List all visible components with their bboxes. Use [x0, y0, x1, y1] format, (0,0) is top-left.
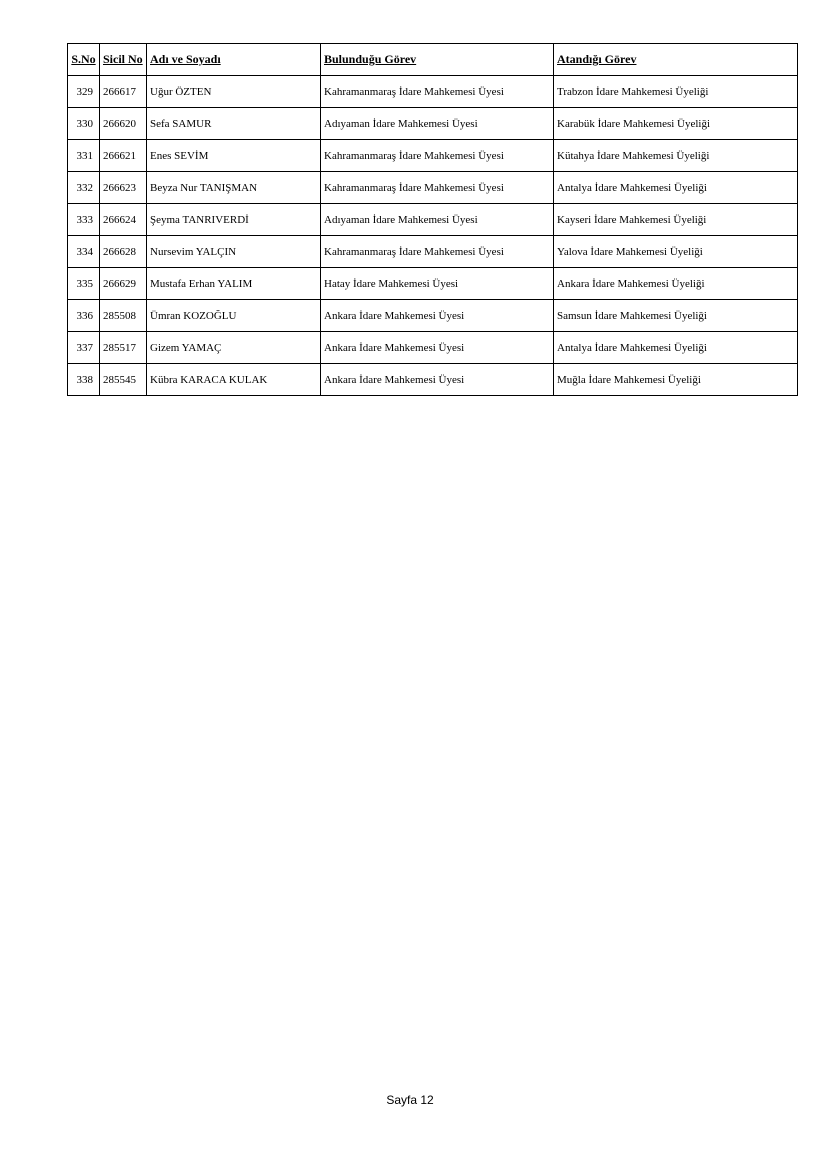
cell-sno: 332 — [68, 172, 100, 204]
cell-current-position: Hatay İdare Mahkemesi Üyesi — [321, 268, 554, 300]
cell-sicil-no: 266624 — [100, 204, 147, 236]
cell-assigned-position: Samsun İdare Mahkemesi Üyeliği — [554, 300, 798, 332]
table-row — [68, 332, 798, 364]
cell-sno: 330 — [68, 108, 100, 140]
table-row — [68, 140, 798, 172]
table-row — [68, 364, 798, 396]
appointment-table — [67, 43, 798, 396]
table-row — [68, 204, 798, 236]
table-row — [68, 76, 798, 108]
cell-name: Enes SEVİM — [147, 140, 321, 172]
header-name: Adı ve Soyadı — [147, 44, 321, 76]
cell-assigned-position: Antalya İdare Mahkemesi Üyeliği — [554, 332, 798, 364]
cell-current-position: Kahramanmaraş İdare Mahkemesi Üyesi — [321, 172, 554, 204]
cell-current-position: Kahramanmaraş İdare Mahkemesi Üyesi — [321, 140, 554, 172]
table-body — [68, 76, 798, 396]
cell-name: Nursevim YALÇIN — [147, 236, 321, 268]
cell-name: Uğur ÖZTEN — [147, 76, 321, 108]
cell-sicil-no: 285517 — [100, 332, 147, 364]
cell-assigned-position: Trabzon İdare Mahkemesi Üyeliği — [554, 76, 798, 108]
cell-assigned-position: Ankara İdare Mahkemesi Üyeliği — [554, 268, 798, 300]
table-row — [68, 300, 798, 332]
cell-sicil-no: 266617 — [100, 76, 147, 108]
cell-sicil-no: 285545 — [100, 364, 147, 396]
cell-sicil-no: 266628 — [100, 236, 147, 268]
cell-assigned-position: Karabük İdare Mahkemesi Üyeliği — [554, 108, 798, 140]
table-row — [68, 268, 798, 300]
cell-current-position: Adıyaman İdare Mahkemesi Üyesi — [321, 108, 554, 140]
cell-sno: 333 — [68, 204, 100, 236]
table-row — [68, 108, 798, 140]
cell-name: Kübra KARACA KULAK — [147, 364, 321, 396]
cell-name: Beyza Nur TANIŞMAN — [147, 172, 321, 204]
cell-current-position: Adıyaman İdare Mahkemesi Üyesi — [321, 204, 554, 236]
cell-current-position: Kahramanmaraş İdare Mahkemesi Üyesi — [321, 236, 554, 268]
cell-name: Sefa SAMUR — [147, 108, 321, 140]
cell-name: Gizem YAMAÇ — [147, 332, 321, 364]
table-row — [68, 236, 798, 268]
cell-sicil-no: 266629 — [100, 268, 147, 300]
cell-sicil-no: 266620 — [100, 108, 147, 140]
cell-name: Mustafa Erhan YALIM — [147, 268, 321, 300]
header-sno: S.No — [68, 44, 100, 76]
header-assigned-position: Atandığı Görev — [554, 44, 798, 76]
cell-assigned-position: Kayseri İdare Mahkemesi Üyeliği — [554, 204, 798, 236]
page-number: Sayfa 12 — [386, 1093, 434, 1107]
cell-current-position: Kahramanmaraş İdare Mahkemesi Üyesi — [321, 76, 554, 108]
cell-sno: 334 — [68, 236, 100, 268]
cell-assigned-position: Kütahya İdare Mahkemesi Üyeliği — [554, 140, 798, 172]
header-current-position: Bulunduğu Görev — [321, 44, 554, 76]
cell-current-position: Ankara İdare Mahkemesi Üyesi — [321, 332, 554, 364]
cell-name: Şeyma TANRIVERDİ — [147, 204, 321, 236]
cell-sicil-no: 266623 — [100, 172, 147, 204]
cell-sno: 336 — [68, 300, 100, 332]
cell-assigned-position: Antalya İdare Mahkemesi Üyeliği — [554, 172, 798, 204]
cell-assigned-position: Yalova İdare Mahkemesi Üyeliği — [554, 236, 798, 268]
cell-name: Ümran KOZOĞLU — [147, 300, 321, 332]
cell-sno: 331 — [68, 140, 100, 172]
cell-assigned-position: Muğla İdare Mahkemesi Üyeliği — [554, 364, 798, 396]
cell-current-position: Ankara İdare Mahkemesi Üyesi — [321, 364, 554, 396]
cell-sno: 338 — [68, 364, 100, 396]
cell-sno: 337 — [68, 332, 100, 364]
cell-current-position: Ankara İdare Mahkemesi Üyesi — [321, 300, 554, 332]
cell-sicil-no: 285508 — [100, 300, 147, 332]
table-header-row — [68, 44, 798, 76]
cell-sicil-no: 266621 — [100, 140, 147, 172]
cell-sno: 329 — [68, 76, 100, 108]
cell-sno: 335 — [68, 268, 100, 300]
header-sicil-no: Sicil No — [100, 44, 147, 76]
table-row — [68, 172, 798, 204]
